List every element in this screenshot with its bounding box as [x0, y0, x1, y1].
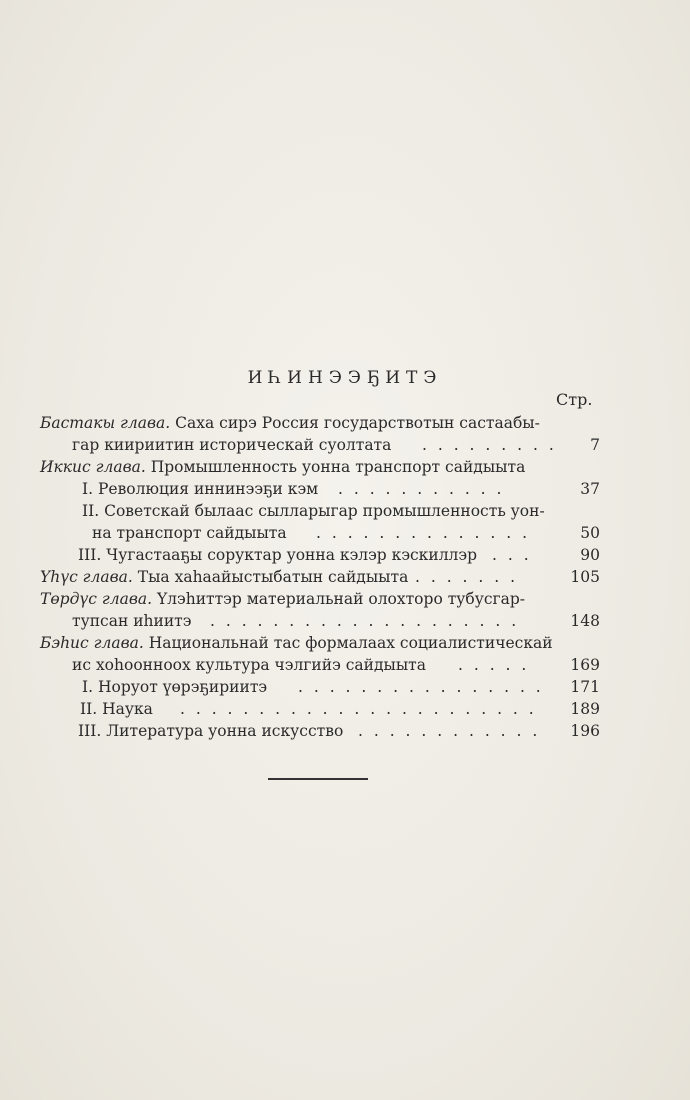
- toc-entry: [40, 720, 600, 742]
- entry-text: II. Наука: [80, 700, 153, 718]
- page-number: 189: [570, 700, 600, 718]
- chapter-label: Бэһис глава.: [40, 634, 144, 652]
- toc-entry: [40, 654, 600, 676]
- leader-dots: . . . . . . . . . . . . . . . . . . . .: [210, 612, 520, 630]
- leader-dots: . . . . . . . . . . . . . . . . . . . . . . .: [180, 700, 537, 718]
- toc-entry: [40, 632, 600, 654]
- toc-entry: [40, 566, 600, 588]
- contents-title: ИҺИНЭЭҔИТЭ: [247, 368, 443, 388]
- page-number: 148: [570, 612, 600, 630]
- toc-entry: [40, 434, 600, 456]
- toc-entry: [40, 412, 600, 434]
- leader-dots: . . . . . . . . .: [422, 436, 557, 454]
- leader-dots: . . . . . . .: [415, 568, 519, 586]
- divider-rule: [268, 778, 368, 780]
- leader-dots: . . . . . . . . . . .: [338, 480, 505, 498]
- toc-entry: [40, 676, 600, 698]
- page-number: 171: [570, 678, 600, 696]
- toc-entry: [40, 544, 600, 566]
- entry-text: ис хоһоонноох культура чэлгийэ сайдыыта: [72, 656, 426, 674]
- entry-text: тупсан иһиитэ: [72, 612, 192, 630]
- toc-entry: [40, 500, 600, 522]
- leader-dots: . . . . . . . . . . . .: [358, 722, 541, 740]
- entry-text: Саха сирэ Россия государствотын састаабы-: [175, 414, 540, 432]
- leader-dots: . . . . .: [458, 656, 530, 674]
- page-number: 196: [570, 722, 600, 740]
- leader-dots: . . .: [492, 546, 532, 564]
- toc-entry: [40, 588, 600, 610]
- chapter-label: Үһүс глава.: [40, 568, 133, 586]
- chapter-label: Төрдүс глава.: [40, 590, 153, 608]
- toc-entry: [40, 610, 600, 632]
- chapter-label: Бастакы глава.: [40, 414, 171, 432]
- toc-entry: [40, 522, 600, 544]
- page-number: 90: [580, 546, 600, 564]
- entry-text: II. Советскай былаас сылларыгар промышленность уон-: [82, 502, 545, 520]
- toc-entry: [40, 698, 600, 720]
- entry-text: на транспорт сайдыыта: [92, 524, 287, 542]
- toc-entry: [40, 456, 600, 478]
- leader-dots: . . . . . . . . . . . . . . . .: [298, 678, 544, 696]
- leader-dots: . . . . . . . . . . . . . .: [316, 524, 531, 542]
- entry-text: III. Литература уонна искусство: [78, 722, 344, 740]
- page-number: 169: [570, 656, 600, 674]
- entry-text: Национальнай тас формалаах социалистическай: [148, 634, 553, 652]
- page-number: 105: [570, 568, 600, 586]
- entry-text: гар киириитин историческай суолтата: [72, 436, 392, 454]
- entry-text: Тыа хаһаайыстыбатын сайдыыта: [137, 568, 409, 586]
- entry-text: Үлэһиттэр материальнай олохторо тубусгар-: [156, 590, 526, 608]
- page-column-label: Стр.: [556, 390, 593, 409]
- page-number: 7: [590, 436, 600, 454]
- entry-text: Промышленность уонна транспорт сайдыыта: [150, 458, 526, 476]
- page-number: 37: [580, 480, 600, 498]
- entry-text: III. Чугастааҕы соруктар уонна кэлэр кэскиллэр: [78, 546, 477, 564]
- chapter-label: Иккис глава.: [40, 458, 146, 476]
- page-number: 50: [580, 524, 600, 542]
- entry-text: I. Революция иннинээҕи кэм: [82, 480, 319, 498]
- toc-entry: [40, 478, 600, 500]
- entry-text: I. Норуот үөрэҕириитэ: [82, 678, 268, 696]
